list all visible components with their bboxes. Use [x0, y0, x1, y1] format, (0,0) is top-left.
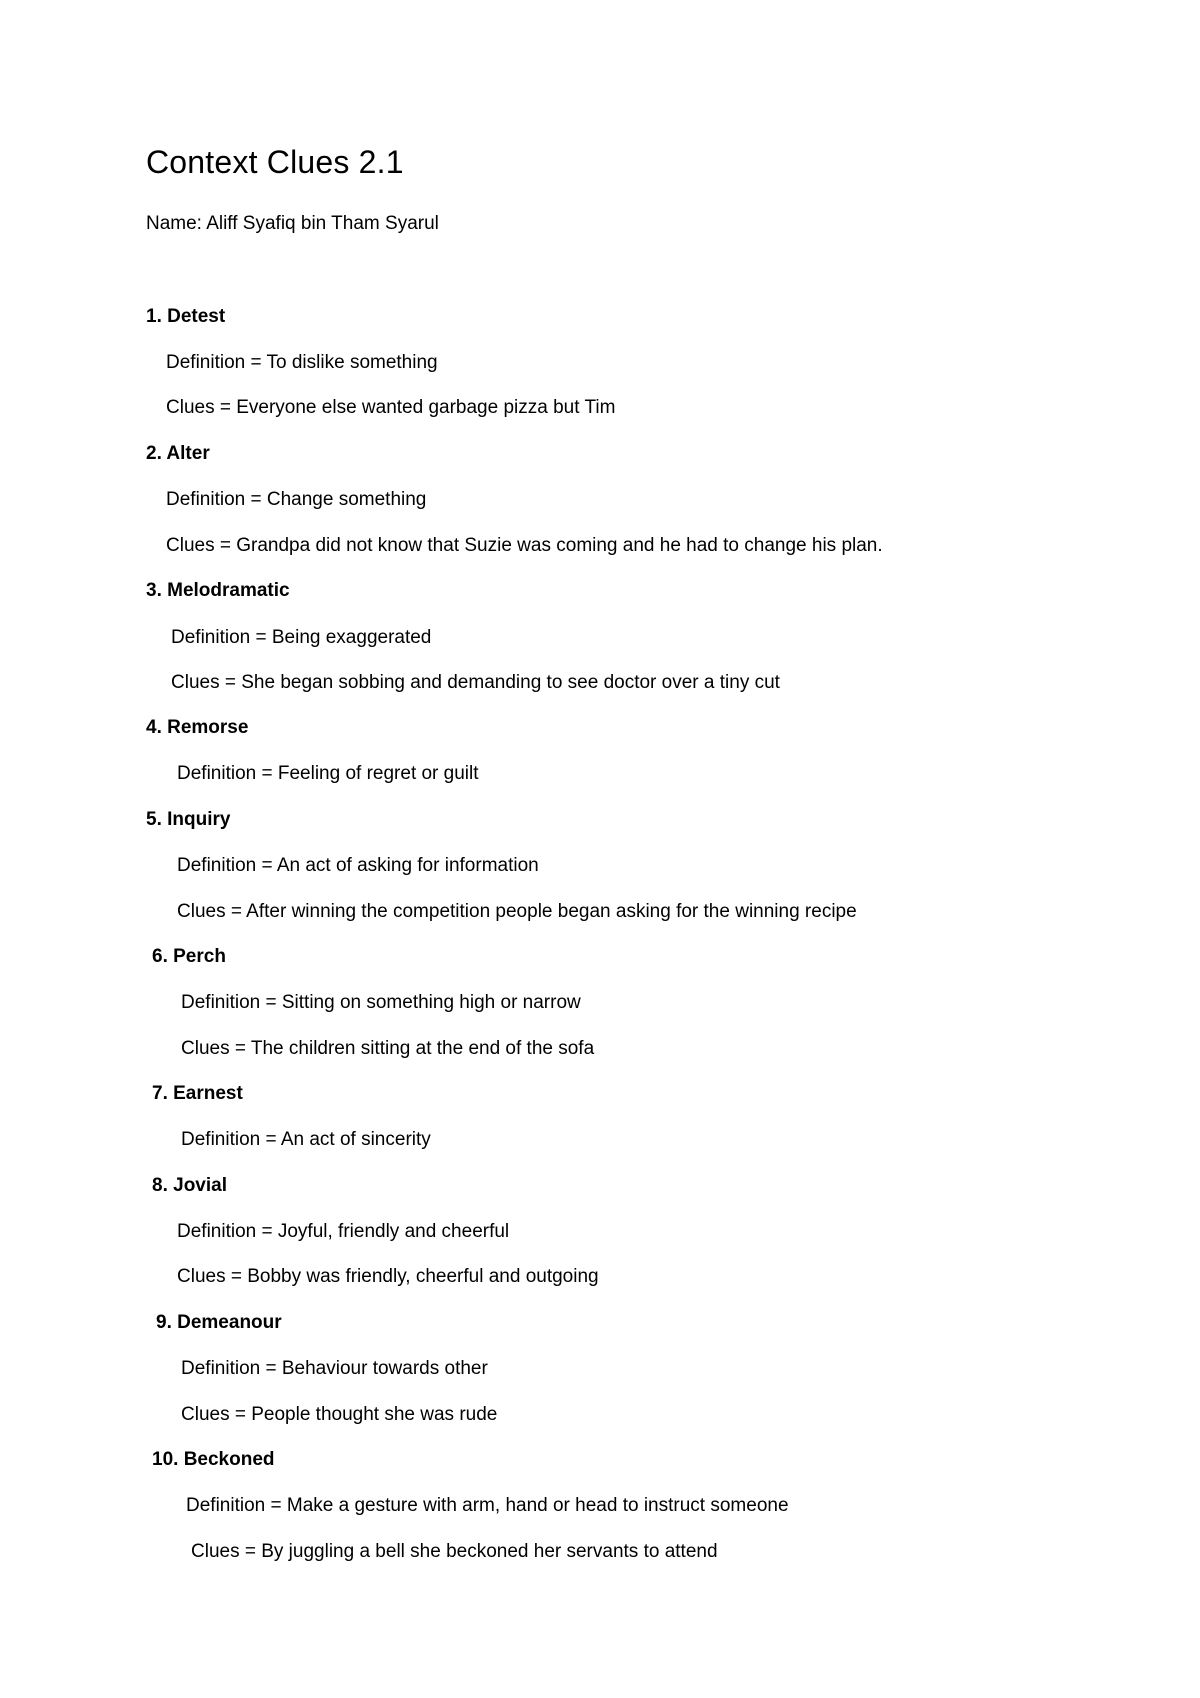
entry-word: 3. Melodramatic	[146, 580, 290, 601]
entry-word: 10. Beckoned	[152, 1449, 275, 1470]
entry-definition: Definition = An act of sincerity	[181, 1129, 431, 1150]
entry-word: 5. Inquiry	[146, 809, 231, 830]
entry-definition: Definition = Joyful, friendly and cheerful	[177, 1221, 510, 1242]
entry-definition: Definition = Being exaggerated	[171, 627, 432, 648]
entry-word: 9. Demeanour	[156, 1312, 282, 1333]
entry-clues: Clues = She began sobbing and demanding to see doctor over a tiny cut	[171, 672, 780, 693]
entry-clues: Clues = Grandpa did not know that Suzie was coming and he had to change his plan.	[166, 535, 883, 556]
entry-clues: Clues = By juggling a bell she beckoned her servants to attend	[191, 1541, 718, 1562]
entry-definition: Definition = Make a gesture with arm, hand or head to instruct someone	[186, 1495, 789, 1516]
entry-definition: Definition = Behaviour towards other	[181, 1358, 488, 1379]
entry-clues: Clues = The children sitting at the end of the sofa	[181, 1038, 595, 1059]
entry-clues: Clues = Bobby was friendly, cheerful and outgoing	[177, 1266, 599, 1287]
entry-word: 1. Detest	[146, 306, 226, 327]
entry-word: 6. Perch	[152, 946, 226, 967]
entry-word: 8. Jovial	[152, 1175, 227, 1196]
entry-definition: Definition = Sitting on something high or narrow	[181, 992, 581, 1013]
entry-definition: Definition = To dislike something	[166, 352, 438, 373]
entry-clues: Clues = People thought she was rude	[181, 1404, 498, 1425]
entry-word: 4. Remorse	[146, 717, 249, 738]
entry-definition: Definition = Feeling of regret or guilt	[177, 763, 479, 784]
entry-clues: Clues = After winning the competition people began asking for the winning recipe	[177, 901, 857, 922]
entry-definition: Definition = Change something	[166, 489, 427, 510]
student-name: Name: Aliff Syafiq bin Tham Syarul	[146, 213, 439, 234]
entry-word: 2. Alter	[146, 443, 210, 464]
entry-word: 7. Earnest	[152, 1083, 243, 1104]
entry-clues: Clues = Everyone else wanted garbage pizza but Tim	[166, 397, 616, 418]
page-title: Context Clues 2.1	[146, 144, 404, 180]
entry-definition: Definition = An act of asking for information	[177, 855, 539, 876]
